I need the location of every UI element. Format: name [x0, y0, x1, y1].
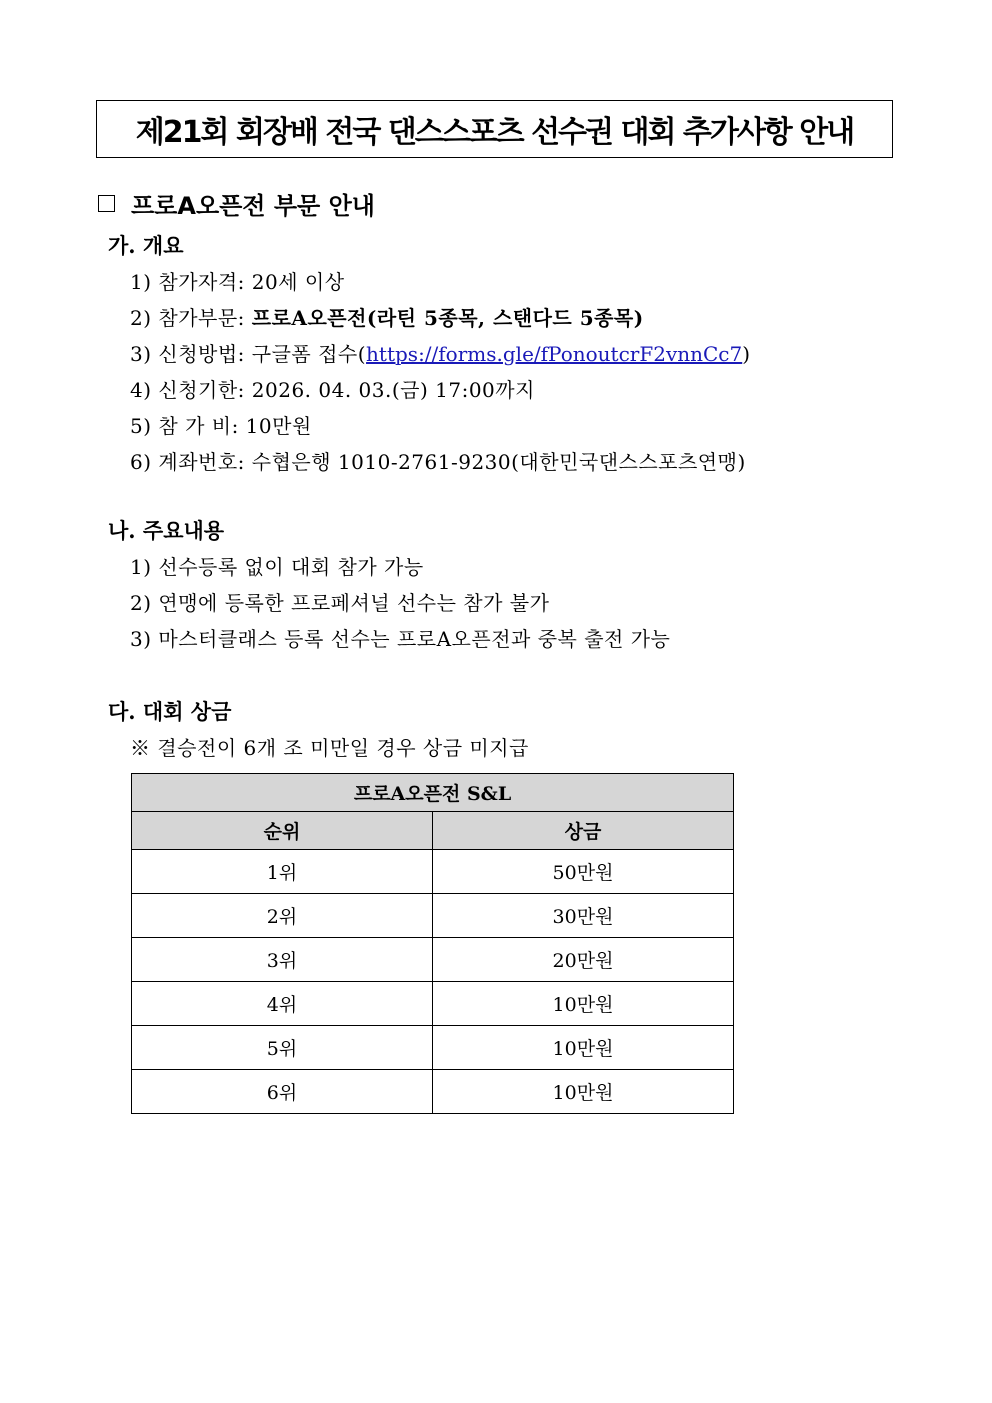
rank-cell: 4위 [132, 982, 433, 1026]
prize-note: ※ 결승전이 6개 조 미만일 경우 상금 미지급 [130, 736, 529, 760]
item-number: 3) [130, 342, 152, 366]
item-label: 계좌번호: [158, 450, 245, 474]
overview-item-3 [130, 338, 751, 367]
section-heading [98, 186, 375, 221]
prize-heading: 다. 대회 상금 [108, 699, 232, 724]
item-label: 신청방법: [158, 342, 245, 366]
item-number: 6) [130, 450, 152, 474]
prize-cell: 10만원 [433, 1026, 734, 1070]
overview-item-6 [130, 446, 746, 475]
rank-cell: 2위 [132, 894, 433, 938]
table-row [132, 982, 734, 1026]
item-label: 참가부문: [158, 306, 245, 330]
prize-cell: 10만원 [433, 1070, 734, 1114]
prize-table [131, 773, 734, 1114]
prize-table-caption: 프로A오픈전 S&L [132, 774, 734, 812]
overview-item-5 [130, 410, 312, 439]
item-number: 1) [130, 270, 152, 294]
overview-item-2 [130, 302, 644, 331]
item-value-prefix: 구글폼 접수( [251, 342, 367, 366]
table-row [132, 850, 734, 894]
rank-cell: 1위 [132, 850, 433, 894]
prize-cell: 30만원 [433, 894, 734, 938]
item-label: 신청기한: [158, 378, 245, 402]
form-link[interactable]: https://forms.gle/fPonoutcrF2vnnCc7 [366, 342, 743, 366]
overview-item-1 [130, 266, 345, 295]
section-label: 프로A오픈전 부문 안내 [131, 192, 375, 220]
column-header-rank: 순위 [132, 812, 433, 850]
item-value: 20세 이상 [251, 270, 345, 294]
main-content-item-3: 3) 마스터클래스 등록 선수는 프로A오픈전과 중복 출전 가능 [130, 627, 671, 651]
page-title: 제21회 회장배 전국 댄스스포츠 선수권 대회 추가사항 안내 [135, 115, 854, 150]
main-content-heading: 나. 주요내용 [108, 518, 225, 543]
overview-heading: 가. 개요 [108, 233, 184, 258]
table-row [132, 894, 734, 938]
item-number: 4) [130, 378, 152, 402]
item-label: 참 가 비: [158, 414, 239, 438]
table-row [132, 1026, 734, 1070]
main-content-item-2: 2) 연맹에 등록한 프로페셔널 선수는 참가 불가 [130, 591, 550, 615]
prize-cell: 10만원 [433, 982, 734, 1026]
item-value-suffix: ) [742, 342, 751, 366]
item-label: 참가자격: [158, 270, 245, 294]
table-row [132, 938, 734, 982]
checkbox-icon [98, 195, 115, 212]
main-content-item-1: 1) 선수등록 없이 대회 참가 가능 [130, 555, 424, 579]
item-number: 5) [130, 414, 152, 438]
overview-item-4 [130, 374, 535, 403]
item-value: 수협은행 1010-2761-9230(대한민국댄스스포츠연맹) [251, 450, 746, 474]
item-value: 프로A오픈전(라틴 5종목, 스탠다드 5종목) [251, 306, 644, 330]
rank-cell: 3위 [132, 938, 433, 982]
rank-cell: 6위 [132, 1070, 433, 1114]
item-number: 2) [130, 306, 152, 330]
item-value: 2026. 04. 03.(금) 17:00까지 [251, 378, 535, 402]
rank-cell: 5위 [132, 1026, 433, 1070]
prize-cell: 50만원 [433, 850, 734, 894]
column-header-prize: 상금 [433, 812, 734, 850]
item-value: 10만원 [245, 414, 312, 438]
prize-cell: 20만원 [433, 938, 734, 982]
table-row [132, 1070, 734, 1114]
title-box [96, 100, 893, 158]
